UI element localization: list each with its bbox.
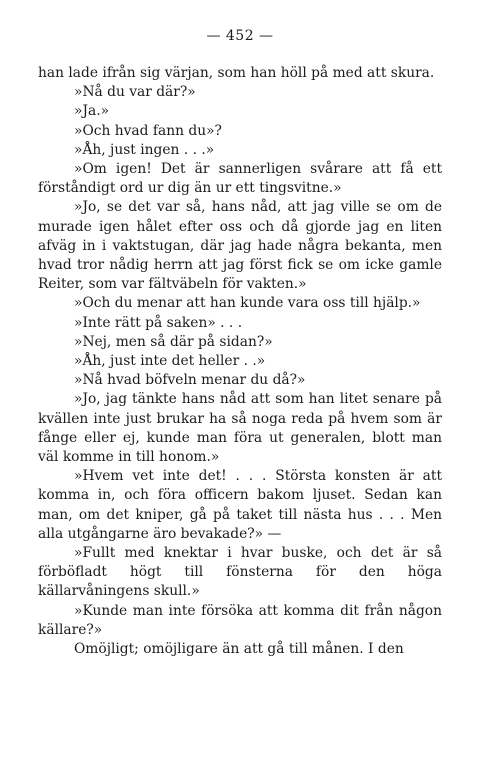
paragraph: »Nej, men så där på sidan?» — [74, 333, 273, 350]
paragraph: »Om igen! Det är sannerligen svårare att få ett förståndigt ord ur dig än ur ett tingsvitne.» — [38, 161, 442, 197]
paragraph: »Jo, jag tänkte hans nåd att som han litet senare på kvällen inte just brukar ha så noga reda på hvem som är fånge eller ej, kunde man föra ut generalen, blott man väl komme in till honom.» — [38, 391, 442, 466]
paragraph: Omöjligt; omöjligare än att gå till månen. I den — [74, 641, 404, 658]
paragraph: »Hvem vet inte det! . . . Största konsten är att komma in, och föra officern bakom ljuset. Sedan kan man, om det kniper, gå på taket till nästa hus . . . Men alla utgångarne äro bevakade?» — — [38, 468, 442, 542]
paragraph: »Jo, se det var så, hans nåd, att jag ville se om de murade igen hålet efter oss och då gjorde jag en liten afväg in i vaktstugan, där jag hade några bekanta, men hvad tror nådig herrn att jag först fick se om icke gamle Reiter, som var fältväbeln för vakten.» — [38, 199, 442, 293]
paragraph: »Nå hvad böfveln menar du då?» — [74, 372, 306, 389]
page-text — [38, 64, 442, 659]
paragraph: »Kunde man inte försöka att komma dit från någon källare?» — [38, 602, 442, 638]
paragraph: »Och du menar att han kunde vara oss till hjälp.» — [74, 295, 421, 312]
paragraph: »Fullt med knektar i hvar buske, och det är så förböfladt högt till fönsterna för den höga källarvåningens skull.» — [38, 545, 442, 600]
page-number: — 452 — — [206, 28, 274, 44]
paragraph: »Och hvad fann du»? — [74, 122, 222, 139]
paragraph: han lade ifrån sig värjan, som han höll på med att skura. — [38, 65, 435, 81]
book-page — [38, 26, 442, 659]
paragraph: »Inte rätt på saken» . . . — [74, 314, 243, 331]
paragraph: »Ja.» — [74, 103, 110, 120]
paragraph: »Åh, just inte det heller . .» — [74, 353, 266, 370]
paragraph: »Nå du var där?» — [74, 84, 196, 101]
paragraph: »Åh, just ingen . . .» — [74, 141, 215, 158]
